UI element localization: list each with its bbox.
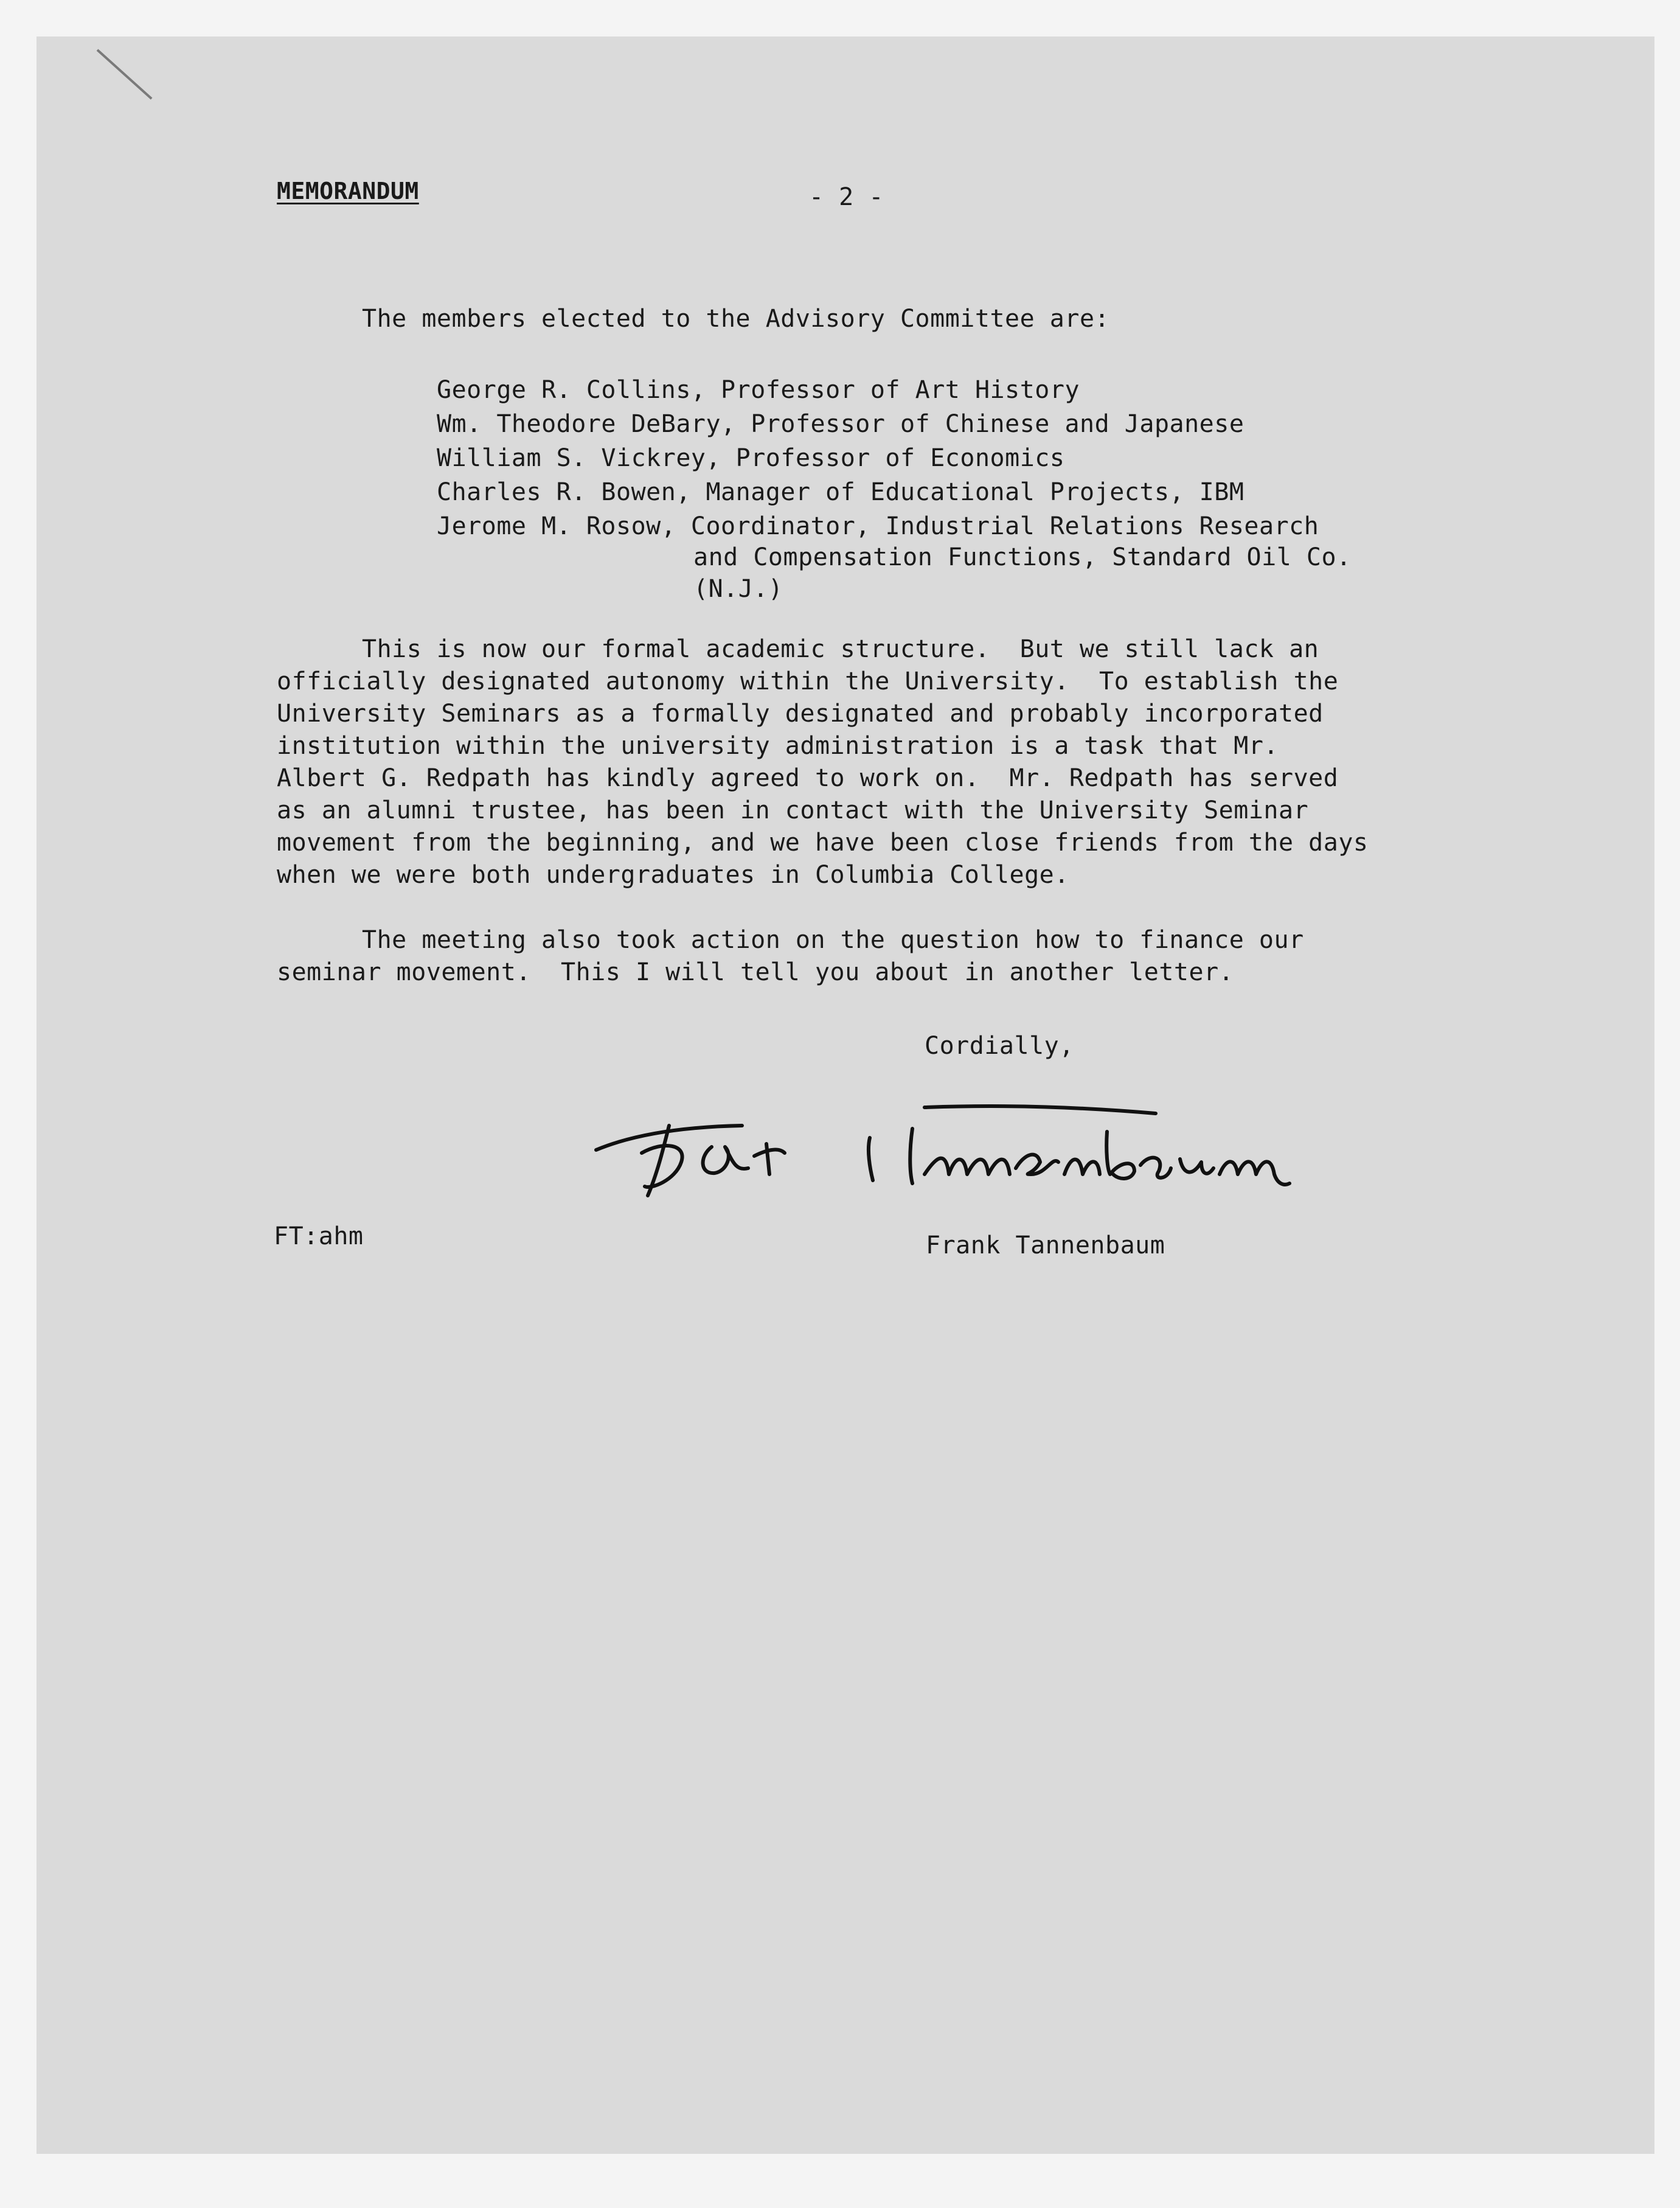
signer-name: Frank Tannenbaum: [926, 1231, 1165, 1259]
member-line: William S. Vickrey, Professor of Economics: [437, 444, 1065, 472]
member-continuation: (N.J.): [693, 575, 783, 603]
paragraph-line: institution within the university administration is a task that Mr.: [277, 732, 1279, 760]
closing: Cordially,: [925, 1032, 1074, 1060]
memo-title: MEMORANDUM: [277, 178, 419, 204]
paragraph-line: University Seminars as a formally designated and probably incorporated: [277, 700, 1324, 728]
paragraph-line: seminar movement. This I will tell you about in another letter.: [277, 958, 1234, 986]
typist-initials: FT:ahm: [274, 1222, 364, 1250]
paragraph-line: when we were both undergraduates in Columbia College.: [277, 861, 1069, 889]
paragraph-line: as an alumni trustee, has been in contact with the University Seminar: [277, 796, 1309, 824]
paragraph-line: officially designated autonomy within the University. To establish the: [277, 667, 1339, 695]
member-line: George R. Collins, Professor of Art History: [437, 376, 1080, 404]
member-continuation: and Compensation Functions, Standard Oil Co.: [693, 543, 1352, 571]
paragraph-line: Albert G. Redpath has kindly agreed to work on. Mr. Redpath has served: [277, 764, 1339, 792]
paragraph-line: This is now our formal academic structure. But we still lack an: [362, 635, 1319, 663]
paragraph-line: movement from the beginning, and we have been close friends from the days: [277, 829, 1369, 857]
signature: [584, 1083, 1423, 1205]
member-line: Wm. Theodore DeBary, Professor of Chinese and Japanese: [437, 410, 1244, 438]
member-line: Charles R. Bowen, Manager of Educational Projects, IBM: [437, 478, 1244, 506]
page-number: - 2 -: [809, 183, 884, 211]
paragraph-line: The meeting also took action on the question how to finance our: [362, 926, 1304, 954]
member-line: Jerome M. Rosow, Coordinator, Industrial Relations Research: [437, 512, 1319, 540]
intro-line: The members elected to the Advisory Committee are:: [362, 305, 1110, 333]
